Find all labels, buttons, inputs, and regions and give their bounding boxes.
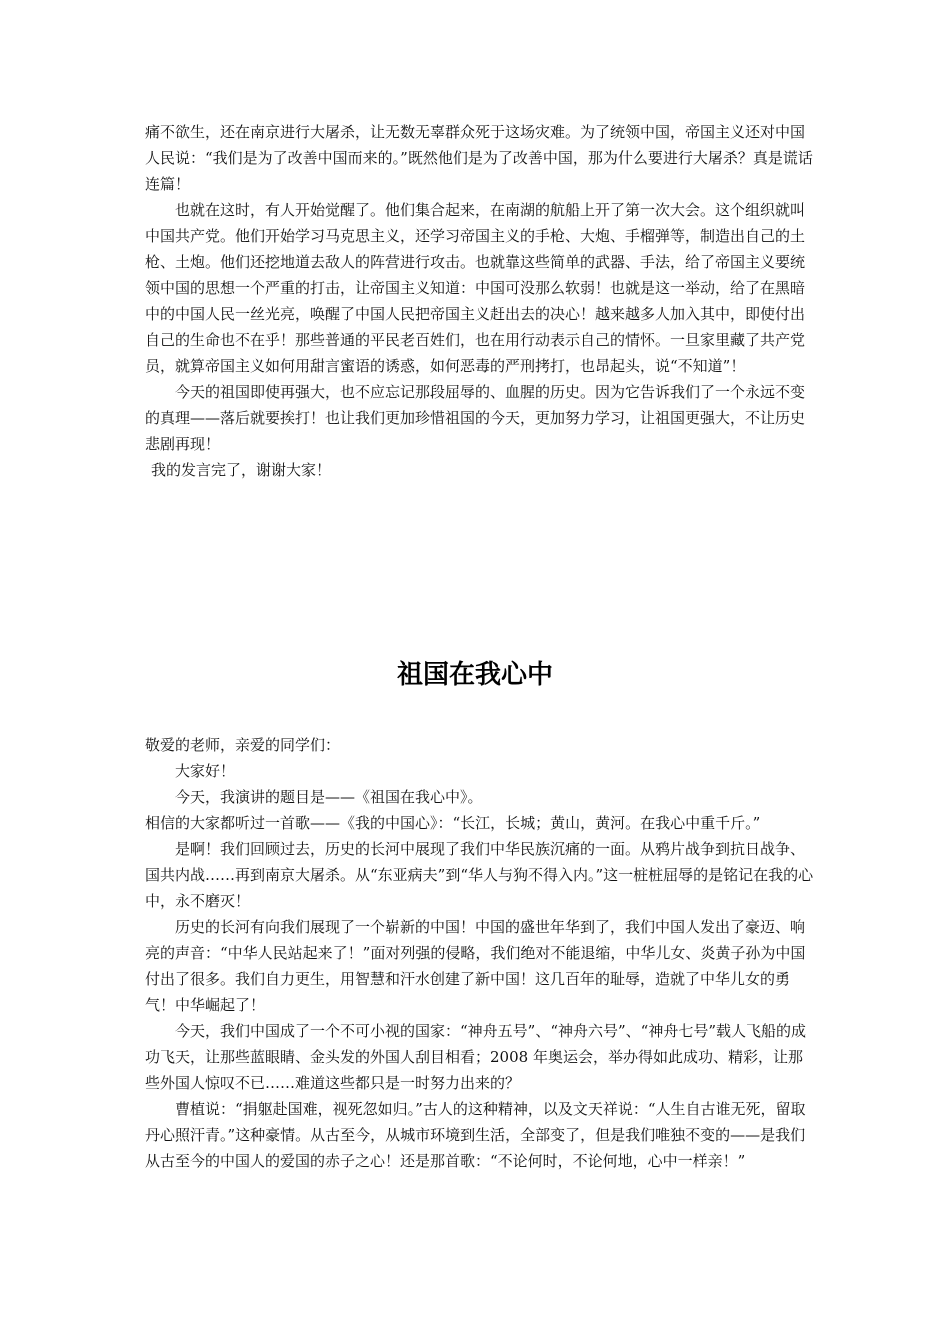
paragraph: 今天的祖国即使再强大，也不应忘记那段屈辱的、血腥的历史。因为它告诉我们了一个永远不变的真理——落后就要挨打！也让我们更加珍惜祖国的今天，更加努力学习，让祖国更强大，不让历史悲剧再现！ [145, 383, 806, 453]
paragraph: 历史的长河有向我们展现了一个崭新的中国！中国的盛世年华到了，我们中国人发出了豪迈、响亮的声音：“中华人民站起来了！”面对列强的侵略，我们绝对不能退缩，中华儿女、炎黄子孙为中国付出了很多。我们自力更生，用智慧和汗水创建了新中国！这几百年的耻辱，造就了中华儿女的勇气！中华崛起了！ [145, 918, 806, 1014]
salutation: 敬爱的老师，亲爱的同学们： [145, 736, 341, 754]
closing-line: 我的发言完了，谢谢大家！ [151, 461, 332, 479]
paragraph: 痛不欲生，还在南京进行大屠杀，让无数无辜群众死于这场灾难。为了统领中国，帝国主义还对中国人民说：“我们是为了改善中国而来的。”既然他们是为了改善中国，那为什么要进行大屠杀？真是谎话连篇！ [145, 123, 813, 193]
speech-2-body [145, 732, 817, 1174]
paragraph: 相信的大家都听过一首歌——《我的中国心》：“长江，长城；黄山，黄河。在我心中重千斤。” [145, 814, 761, 832]
speech-1-body [145, 119, 817, 483]
paragraph: 今天，我们中国成了一个不可小视的国家：“神舟五号”、“神舟六号”、“神舟七号”载人飞船的成功飞天，让那些蓝眼睛、金头发的外国人刮目相看；2008 年奥运会，举办得如此成功、精彩，让那些外国人惊叹不已……难道这些都只是一时努力出来的？ [145, 1022, 807, 1092]
paragraph: 今天，我演讲的题目是——《祖国在我心中》。 [175, 788, 483, 806]
page-title: 祖国在我心中 [396, 660, 553, 690]
paragraph: 曹植说：“捐躯赴国难，视死忽如归。”古人的这种精神，以及文天祥说：“人生自古谁无死，留取丹心照汗青。”这种豪情。从古至今，从城市环境到生活，全部变了，但是我们唯独不变的——是我们从古至今的中国人的爱国的赤子之心！还是那首歌：“不论何时，不论何地，心中一样亲！” [145, 1100, 806, 1170]
paragraph: 是啊！我们回顾过去，历史的长河中展现了我们中华民族沉痛的一面。从鸦片战争到抗日战争、国共内战……再到南京大屠杀。从“东亚病夫”到“华人与狗不得入内。”这一桩桩屈辱的是铭记在我的心中，永不磨灭！ [145, 840, 814, 910]
paragraph: 也就在这时，有人开始觉醒了。他们集合起来，在南湖的航船上开了第一次大会。这个组织就叫中国共产党。他们开始学习马克思主义，还学习帝国主义的手枪、大炮、手榴弹等，制造出自己的土枪、土炮。他们还挖地道去敌人的阵营进行攻击。也就靠这些简单的武器、手法，给了帝国主义要统领中国的思想一个严重的打击，让帝国主义知道：中国可没那么软弱！也就是这一举动，给了在黑暗中的中国人民一丝光亮，唤醒了中国人民把帝国主义赶出去的决心！越来越多人加入其中，即使付出自己的生命也不在乎！那些普通的平民老百姓们，也在用行动表示自己的情怀。一旦家里藏了共产党员，就算帝国主义如何用甜言蜜语的诱惑，如何恶毒的严刑拷打，也昂起头，说“不知道”！ [145, 201, 806, 375]
greeting: 大家好！ [175, 762, 236, 780]
